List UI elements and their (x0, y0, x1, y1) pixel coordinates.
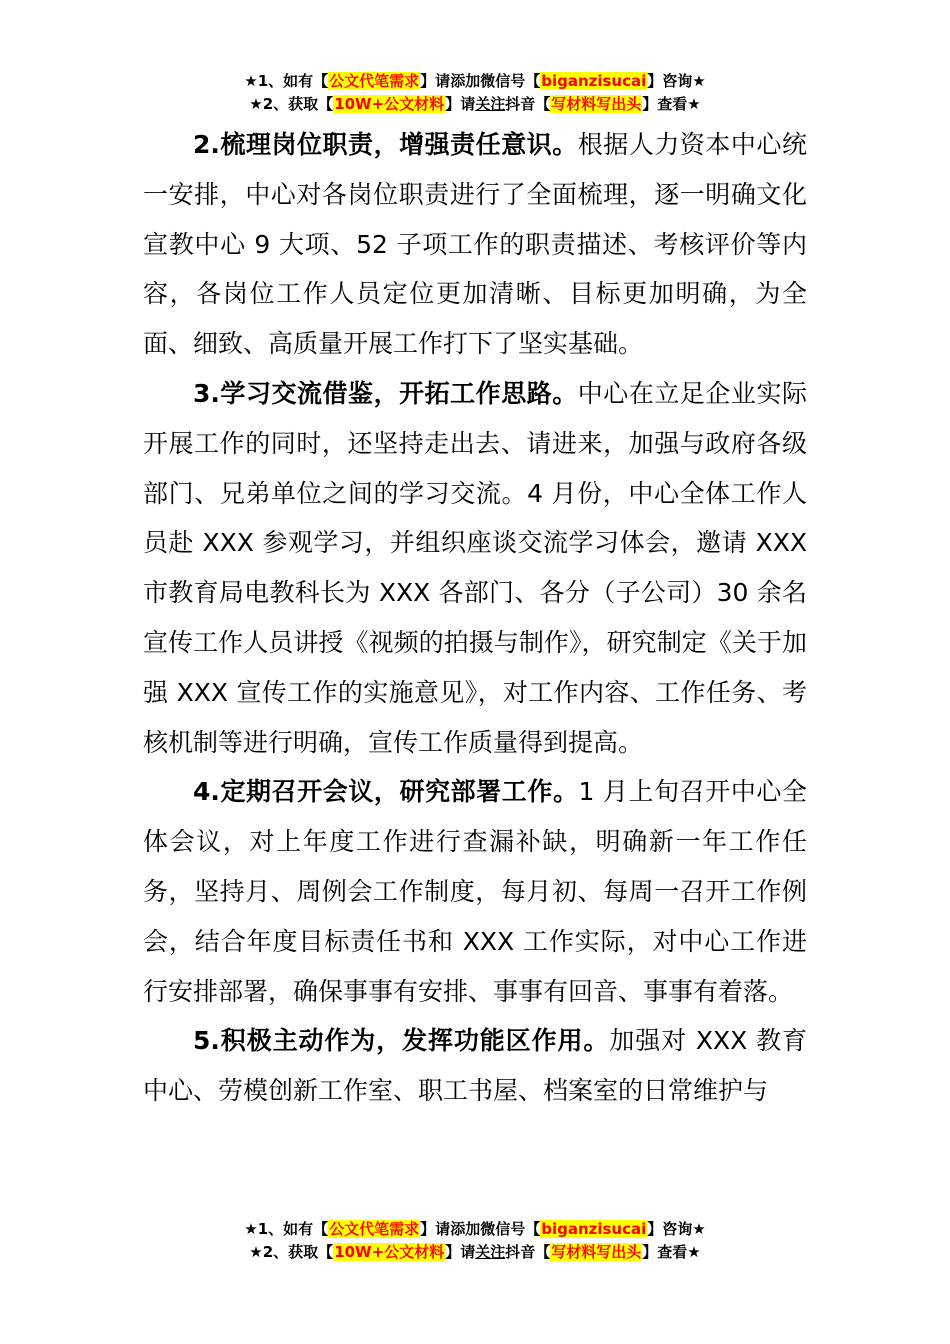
banner-text: 】咨询★ (647, 72, 706, 90)
wechat-id-highlight: biganzisucai (541, 72, 647, 90)
paragraph-body: 根据人力资本中心统一安排，中心对各岗位职责进行了全面梳理，逐一明确文化宣教中心 9 大项、52 子项工作的职责描述、考核评价等内容，各岗位工作人员定位更加清晰、目标更加明确，为全面、细致、高质量开展工作打下了坚实基础。 (143, 130, 807, 359)
paragraph-heading: 3.学习交流借鉴，开拓工作思路。 (193, 378, 578, 408)
douyin-id-highlight: 写材料写出头 (551, 1243, 642, 1261)
banner-emphasis: 添加 (450, 1220, 481, 1238)
paragraph-4 (143, 767, 807, 1016)
banner-text: 抖音【 (505, 95, 551, 113)
banner-text: ★2、获取【 (249, 95, 334, 113)
paragraph-body: 1 月上旬召开中心全体会议，对上年度工作进行查漏补缺，明确新一年工作任务，坚持月、周例会工作制度，每月初、每周一召开工作例会，结合年度目标责任书和 XXX 工作实际，对中心工作进行安排部署，确保事事有安排、事事有回音、事事有着落。 (143, 777, 807, 1006)
banner-text: ★1、如有【 (244, 72, 329, 90)
footer-banner (0, 1218, 950, 1264)
banner-text: 】请 (420, 72, 451, 90)
highlight-tag: 10W+公文材料 (334, 95, 445, 113)
banner-text: 】请 (445, 1243, 476, 1261)
banner-text: 微信号【 (480, 1220, 541, 1238)
banner-text: 】请 (420, 1220, 451, 1238)
banner-text: ★1、如有【 (244, 1220, 329, 1238)
document-body (143, 120, 807, 1116)
banner-line-1 (0, 70, 950, 93)
banner-text: ★2、获取【 (249, 1243, 334, 1261)
paragraph-body: 中心在立足企业实际开展工作的同时，还坚持走出去、请进来，加强与政府各级部门、兄弟单位之间的学习交流。4 月份，中心全体工作人员赴 XXX 参观学习，并组织座谈交流学习体会，邀请 XXX 市教育局电教科长为 XXX 各部门、各分（子公司）30 余名宣传工作人员讲授《视频的拍摄与制作》，研究制定《关于加强 XXX 宣传工作的实施意见》，对工作内容、工作任务、考核机制等进行明确，宣传工作质量得到提高。 (143, 378, 807, 757)
highlight-tag: 公文代笔需求 (329, 1220, 420, 1238)
banner-text: 】查看★ (642, 1243, 701, 1261)
banner-emphasis: 添加 (450, 72, 481, 90)
banner-emphasis: 关注 (475, 1243, 506, 1261)
banner-text: 抖音【 (505, 1243, 551, 1261)
banner-text: 微信号【 (480, 72, 541, 90)
paragraph-2 (143, 120, 807, 369)
banner-text: 】咨询★ (647, 1220, 706, 1238)
banner-text: 】查看★ (642, 95, 701, 113)
banner-text: 】请 (445, 95, 476, 113)
header-banner (0, 70, 950, 116)
paragraph-heading: 2.梳理岗位职责，增强责任意识。 (193, 130, 578, 159)
highlight-tag: 公文代笔需求 (329, 72, 420, 90)
banner-emphasis: 关注 (475, 95, 506, 113)
paragraph-heading: 5.积极主动作为，发挥功能区作用。 (193, 1026, 610, 1056)
wechat-id-highlight: biganzisucai (541, 1220, 647, 1238)
banner-line-2 (0, 1241, 950, 1264)
banner-line-1 (0, 1218, 950, 1241)
paragraph-3 (143, 369, 807, 767)
paragraph-5 (143, 1016, 807, 1116)
paragraph-heading: 4.定期召开会议，研究部署工作。 (193, 777, 579, 807)
highlight-tag: 10W+公文材料 (334, 1243, 445, 1261)
banner-line-2 (0, 93, 950, 116)
paragraph-body: 加强对 XXX 教育中心、劳模创新工作室、职工书屋、档案室的日常维护与 (143, 1026, 807, 1106)
douyin-id-highlight: 写材料写出头 (551, 95, 642, 113)
